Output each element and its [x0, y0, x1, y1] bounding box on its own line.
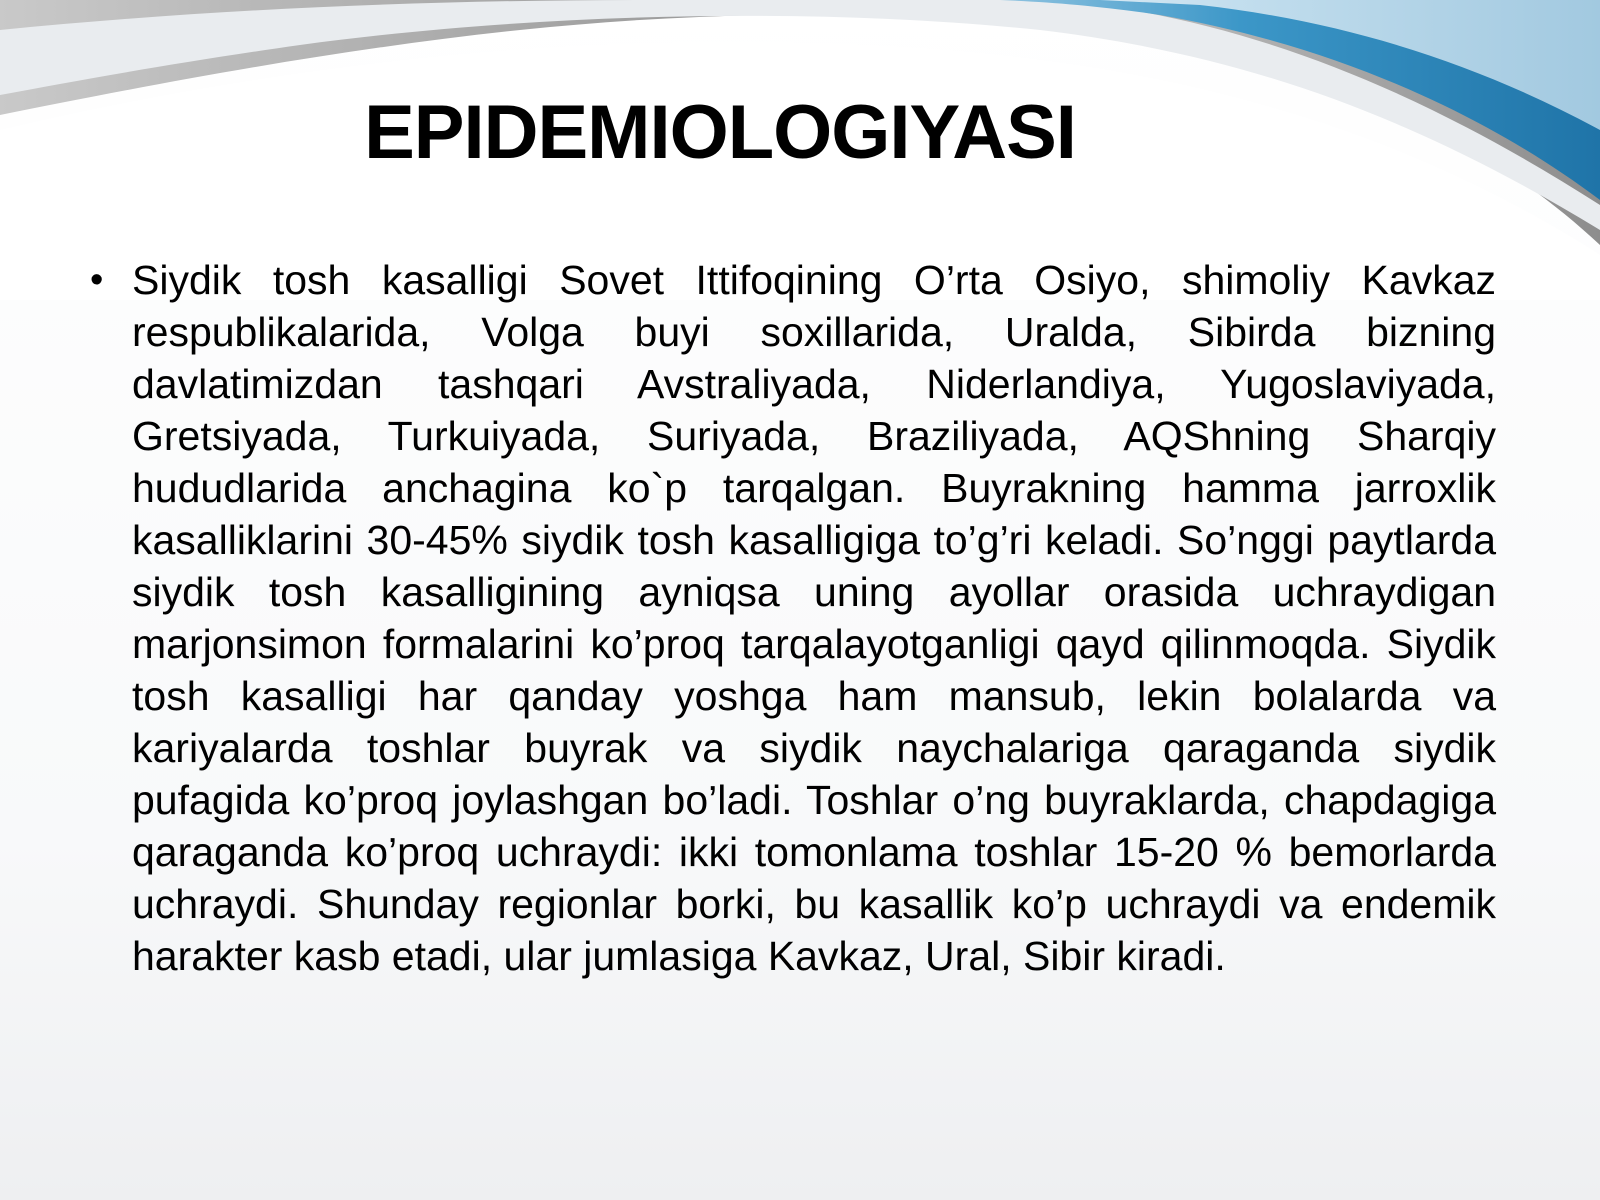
body-bullet-list	[86, 254, 1496, 982]
bullet-text: Siydik tosh kasalligi Sovet Ittifoqining O’rta Osiyo, shimoliy Kavkaz respublikalarida, Volga buyi soxillarida, Uralda, Sibirda bizning davlatimizdan tashqari Avstraliyada, Niderlandiya, Yugoslaviyada, Gretsiyada, Turkuiyada, Suriyada, Braziliyada, AQShning Sharqiy hududlarida anchagina ko`p tarqalgan. Buyrakning hamma jarroxlik kasalliklarini 30-45% siydik tosh kasalligiga to’g’ri keladi. So’nggi paytlarda siydik tosh kasalligining ayniqsa uning ayollar orasida uchraydigan marjonsimon formalarini ko’proq tarqalayotganligi qayd qilinmoqda. Siydik tosh kasalligi har qanday yoshga ham mansub, lekin bolalarda va kariyalarda toshlar buyrak va siydik naychalariga qaraganda siydik pufagida ko’proq joylashgan bo’ladi. Toshlar o’ng buyraklarda, chapdagiga qaraganda ko’proq uchraydi: ikki tomonlama toshlar 15-20 % bemorlarda uchraydi. Shunday regionlar borki, bu kasallik ko’p uchraydi va endemik harakter kasb etadi, ular jumlasiga Kavkaz, Ural, Sibir kiradi.	[132, 257, 1496, 979]
slide-title: EPIDEMIOLOGIYASI	[364, 90, 1076, 175]
bullet-dot-icon: •	[90, 259, 104, 301]
bullet-item	[86, 254, 1496, 982]
